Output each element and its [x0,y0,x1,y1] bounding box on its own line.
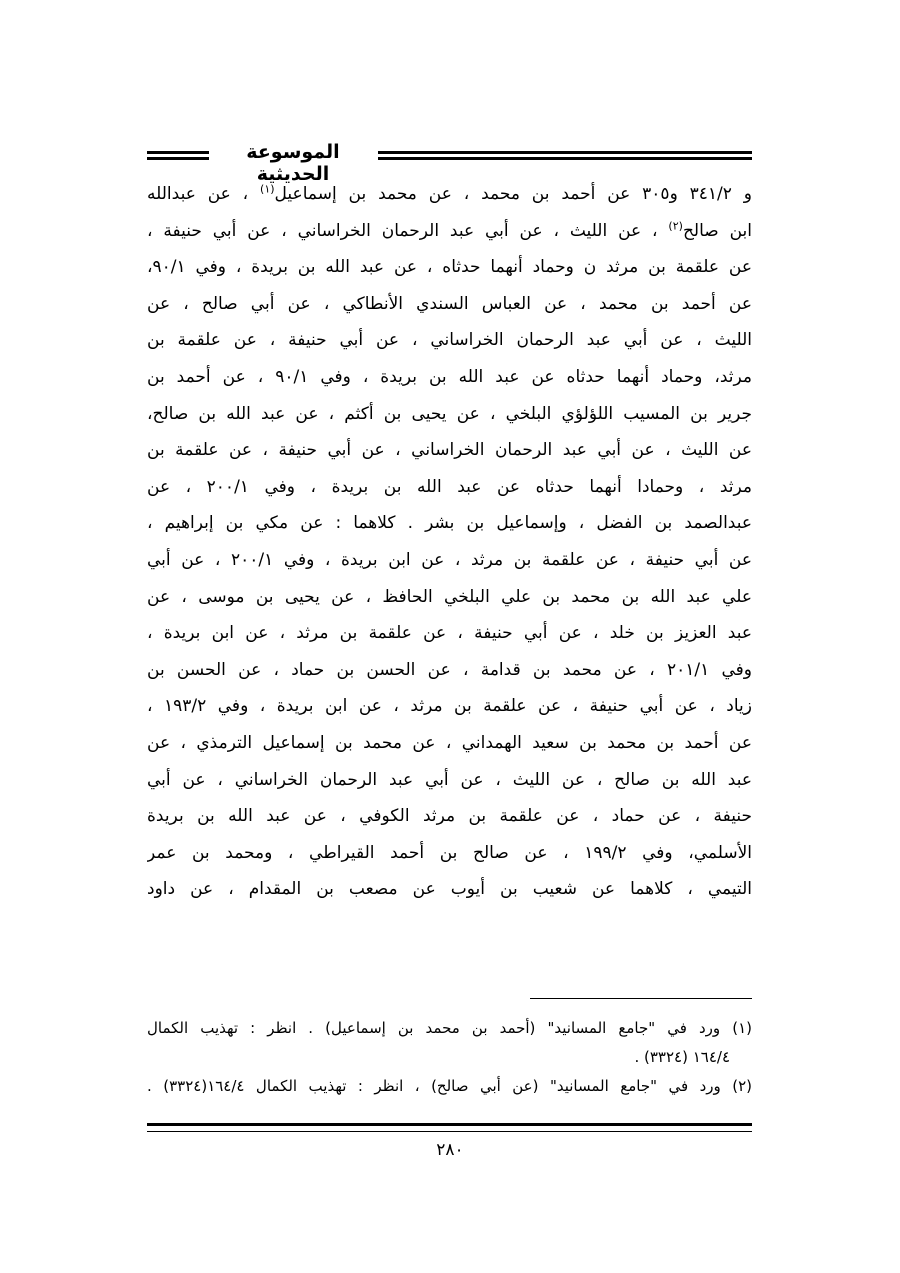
footnote-marker[interactable]: (١) [260,182,275,196]
text-line [147,176,752,213]
text-line [147,432,752,469]
text-line [147,286,752,323]
line-text: الأسلمي، وفي ١٩٩/٢ ، عن صالح بن أحمد القيراطي ، ومحمد بن عمر [147,842,752,863]
running-title: الموسوعة الحديثية [246,141,340,185]
text-line [147,396,752,433]
footnote-marker[interactable]: (٢) [668,218,683,232]
line-text: مرثد ، وحمادا أنهما حدثاه عن عبد الله بن بريدة ، وفي ٢٠٠/١ ، عن [147,476,752,497]
header-rule-left [147,151,209,160]
text-line [147,505,752,542]
text-line [147,322,752,359]
header-rule-right [378,151,752,160]
text-line [147,798,752,835]
page-number: ٢٨٠ [436,1140,464,1160]
line-text: الليث ، عن أبي عبد الرحمان الخراساني ، عن أبي حنيفة ، عن علقمة بن [147,330,752,351]
footer-rule [147,1123,752,1132]
line-text: حنيفة ، عن حماد ، عن علقمة بن مرثد الكوفي ، عن عبد الله بن بريدة [147,806,752,827]
text-line [147,835,752,872]
line-text: و ٣٤١/٢ و٣٠٥ عن أحمد بن محمد ، عن محمد بن إسماعيل [274,184,752,204]
line-text: مرثد، وحماد أنهما حدثاه عن عبد الله بن بريدة ، وفي ٩٠/١ ، عن أحمد بن [147,366,752,387]
text-line [147,213,752,250]
text-line [147,652,752,689]
text-line [147,359,752,396]
line-text: عبدالصمد بن الفضل ، وإسماعيل بن بشر . كلاهما : عن مكي بن إبراهيم ، [147,513,752,534]
line-text-continued: ، عن الليث ، عن أبي عبد الرحمان الخراساني ، عن أبي حنيفة ، [147,220,669,241]
footnote-1-line-2: ١٦٤/٤ (٣٣٢٤) . [634,1048,730,1066]
text-line [147,542,752,579]
text-line [147,688,752,725]
text-line [147,249,752,286]
line-text: التيمي ، كلاهما عن شعيب بن أيوب عن مصعب بن المقدام ، عن داود [147,879,752,900]
text-line [147,469,752,506]
text-line [147,871,752,908]
text-line [147,725,752,762]
line-text-continued: ، عن عبدالله [147,184,261,204]
text-line [147,579,752,616]
line-text: زياد ، عن أبي حنيفة ، عن علقمة بن مرثد ، عن ابن بريدة ، وفي ١٩٣/٢ ، [147,696,752,717]
footnotes [147,1014,752,1101]
footnote-2: (٢) ورد في "جامع المسانيد" (عن أبي صالح) ، انظر : تهذيب الكمال ١٦٤/٤(٣٣٢٤) . [147,1077,752,1095]
text-line [147,762,752,799]
line-text: عن علقمة بن مرثد ن وحماد أنهما حدثاه ، عن عبد الله بن بريدة ، وفي ٩٠/١، [147,257,752,278]
line-text: عن أحمد بن محمد ، عن العباس السندي الأنطاكي ، عن أبي صالح ، عن [147,293,752,314]
line-text: عن الليث ، عن أبي عبد الرحمان الخراساني ، عن أبي حنيفة ، عن علقمة بن [147,440,752,461]
line-text: عبد العزيز بن خلد ، عن أبي حنيفة ، عن علقمة بن مرثد ، عن ابن بريدة ، [147,623,752,644]
footnote-separator [530,998,752,999]
line-text: ابن صالح [682,220,752,241]
footnote-1-line-1: (١) ورد في "جامع المسانيد" (أحمد بن محمد بن إسماعيل) . انظر : تهذيب الكمال [147,1019,752,1037]
line-text: علي عبد الله بن محمد بن علي البلخي الحافظ ، عن يحيى بن موسى ، عن [147,586,752,607]
line-text: وفي ٢٠١/١ ، عن محمد بن قدامة ، عن الحسن بن حماد ، عن الحسن بن [147,659,752,680]
line-text: جرير بن المسيب اللؤلؤي البلخي ، عن يحيى بن أكثم ، عن عبد الله بن صالح، [147,403,752,424]
line-text: عن أبي حنيفة ، عن علقمة بن مرثد ، عن ابن بريدة ، وفي ٢٠٠/١ ، عن أبي [147,549,752,570]
text-line [147,615,752,652]
line-text: عن أحمد بن محمد بن سعيد الهمداني ، عن محمد بن إسماعيل الترمذي ، عن [147,732,752,753]
line-text: عبد الله بن صالح ، عن الليث ، عن أبي عبد الرحمان الخراساني ، عن أبي [147,769,752,790]
page-header [147,141,752,185]
main-text [147,176,752,908]
